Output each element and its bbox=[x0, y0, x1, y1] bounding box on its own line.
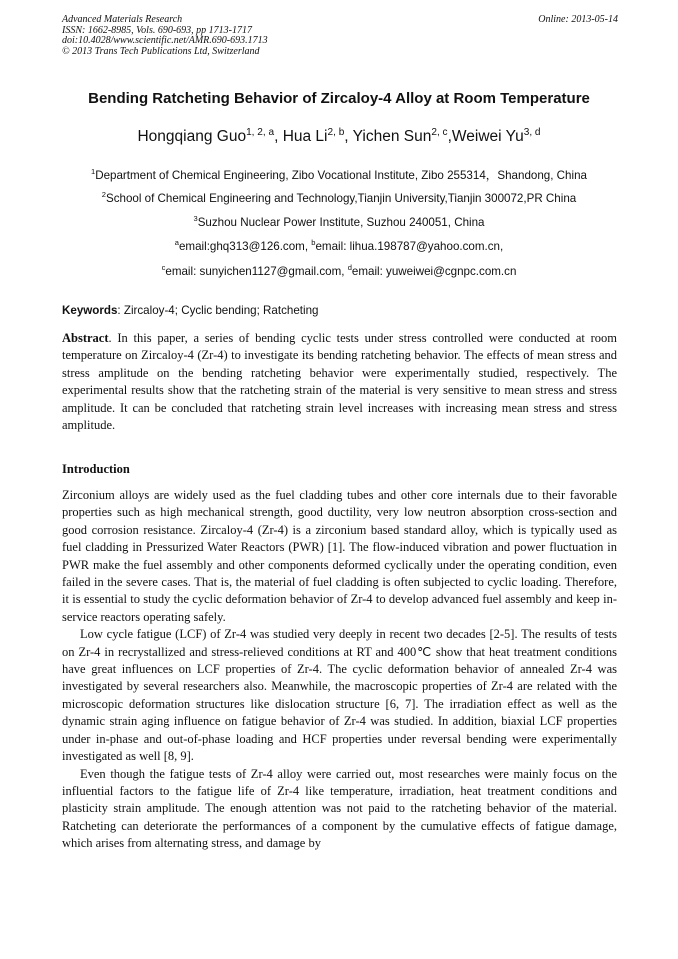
email-sup: d bbox=[347, 263, 352, 273]
author-sup: 2, b bbox=[327, 126, 345, 138]
author-name: Hua Li bbox=[282, 128, 328, 145]
author-name: Hongqiang Guo bbox=[137, 128, 247, 145]
paragraph: Low cycle fatigue (LCF) of Zr-4 was studied very deeply in recent two decades [2-5]. The results of tests on Zr-4 in recrystallized and stress-relieved conditions at RT and 400℃ show that heat treatment conditions have great influences on LCF properties of Zr-4. The cyclic deformation behavior of annealed Zr-4 was investigated by several researchers also. Meanwhile, the macroscopic properties of Zr-4 are related with the microscopic deformation structures like dislocation structure [6, 7]. The irradiation effect as well as the dynamic strain aging influence on fatigue behavior of Zr-4 was studied. In addition, biaxial LCF properties under in-phase and out-of-phase loading and HCF properties under reversal bending were experimentally investigated as well [8, 9]. bbox=[62, 627, 617, 764]
affiliation-sup: 3 bbox=[193, 214, 198, 224]
email-line-1 bbox=[40, 240, 638, 253]
author-list bbox=[40, 128, 638, 146]
affiliation-2 bbox=[40, 192, 638, 205]
email-sup: c bbox=[161, 263, 166, 273]
email-sup: a bbox=[174, 238, 179, 248]
keywords-text: : Zircaloy-4; Cyclic bending; Ratcheting bbox=[117, 304, 319, 317]
email-sup: b bbox=[311, 238, 316, 248]
section-heading: Introduction bbox=[62, 462, 130, 476]
affiliation-1 bbox=[40, 167, 638, 183]
author-sup: 3, d bbox=[523, 126, 541, 138]
paragraph: Even though the fatigue tests of Zr-4 alloy were carried out, most researches were mainly focus on the influential factors to the fatigue life of Zr-4 like temperature, irradiation, heat treatment conditions and plasticity strain amplitude. The enough attention was not paid to the ratcheting behavior of the material. Ratcheting can deteriorate the performances of a component by the cumulative effects of fatigue damage, which arises from alternating stress, and damage by bbox=[62, 766, 617, 851]
affiliation-text: Department of Chemical Engineering, Zibo Vocational Institute, Zibo 255314，Shandong, China bbox=[95, 169, 587, 182]
copyright-line: © 2013 Trans Tech Publications Ltd, Switzerland bbox=[62, 45, 260, 57]
paragraph: Zirconium alloys are widely used as the fuel cladding tubes and other core internals due to their favorable properties such as high mechanical strength, good ductility, very low neutron absorption cross-section and good corrosion resistance. Zircaloy-4 (Zr-4) is a zirconium based standard alloy, which is typically used as fuel cladding in Pressurized Water Reactors (PWR) [1]. The flow-induced vibration and power fluctuation in PWR make the fuel assembly and other components deformed cyclically under the operating condition, even failed in the severe cases. That is, the material of fuel cladding is often subjected to cyclic loading. Therefore, it is essential to study the cyclic deformation behavior of Zr-4 to develop advanced fuel assembly and keep in-service reactors operating safely. bbox=[62, 488, 617, 624]
email-text: email: sunyichen1127@gmail.com, bbox=[165, 265, 348, 278]
author-name: Yichen Sun bbox=[352, 128, 432, 145]
email-text: email: yuweiwei@cgnpc.com.cn bbox=[351, 265, 517, 278]
author-sep: , bbox=[447, 128, 452, 145]
author-sup: 1, 2, a bbox=[246, 126, 275, 138]
paper-title: Bending Ratcheting Behavior of Zircaloy-4 Alloy at Room Temperature bbox=[88, 90, 590, 107]
journal-name: Advanced Materials Research bbox=[62, 14, 183, 25]
abstract-text: . In this paper, a series of bending cyclic tests under stress controlled were conducted at room temperature on Zircaloy-4 (Zr-4) to investigate its bending ratcheting behavior. The effects of mean stress and stress amplitude on the bending ratcheting behavior were experimentally studied, respectively. The experimental results show that the ratcheting strain of the material is very sensitive to mean stress and stress amplitude. It can be concluded that ratcheting strain level increases with increasing mean stress and stress amplitude. bbox=[62, 331, 617, 433]
email-text: email:ghq313@126.com, bbox=[178, 240, 312, 253]
email-line-2 bbox=[40, 265, 638, 278]
author-name: Weiwei Yu bbox=[451, 128, 524, 145]
affiliation-text: Suzhou Nuclear Power Institute, Suzhou 240051, China bbox=[197, 216, 485, 229]
author-sep: , bbox=[344, 128, 353, 145]
keywords bbox=[62, 304, 618, 317]
author-sep: , bbox=[274, 128, 283, 145]
affiliation-sup: 2 bbox=[101, 190, 106, 200]
doi-line: doi:10.4028/www.scientific.net/AMR.690-693.1713 bbox=[62, 35, 268, 46]
online-date: Online: 2013-05-14 bbox=[538, 14, 618, 25]
affiliation-sup: 1 bbox=[91, 167, 96, 177]
introduction-body bbox=[62, 487, 617, 853]
abstract-label: Abstract bbox=[62, 331, 109, 345]
journal-header bbox=[62, 15, 618, 57]
affiliation-3 bbox=[40, 216, 638, 229]
email-text: email: lihua.198787@yahoo.com.cn, bbox=[315, 240, 504, 253]
abstract bbox=[62, 330, 617, 434]
issn-line: ISSN: 1662-8985, Vols. 690-693, pp 1713-1717 bbox=[62, 24, 252, 36]
author-sup: 2, c bbox=[431, 126, 448, 138]
keywords-label: Keywords bbox=[62, 304, 118, 317]
affiliation-text: School of Chemical Engineering and Technology,Tianjin University,Tianjin 300072,PR China bbox=[105, 192, 577, 205]
